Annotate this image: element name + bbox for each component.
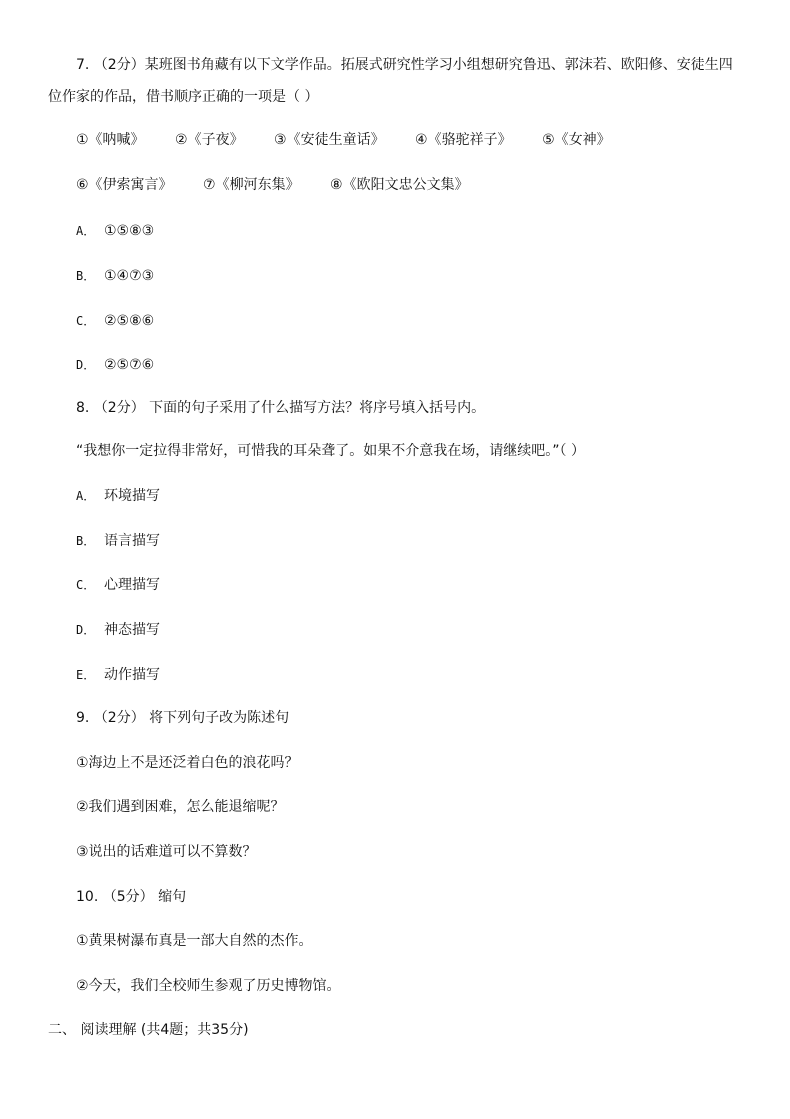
option-letter: D． xyxy=(76,623,96,637)
q8-option-b[interactable] xyxy=(76,531,160,551)
q7-option-d[interactable] xyxy=(76,355,154,375)
q7-book-list-row2 xyxy=(76,175,469,195)
q7-book-7: ⑦《柳河东集》 xyxy=(203,177,300,193)
q7-stem-line2: 位作家的作品，借书顺序正确的一项是（ ） xyxy=(48,89,319,105)
q10-stem: 10. （5分） 缩句 xyxy=(76,889,187,905)
q9-item-3: ③说出的话难道可以不算数？ xyxy=(76,844,257,860)
q7-option-b[interactable] xyxy=(76,266,154,286)
option-letter: C． xyxy=(76,314,96,328)
option-text: ②⑤⑦⑥ xyxy=(104,357,155,373)
option-text: 心理描写 xyxy=(104,577,160,593)
section-heading-reading: 二、 阅读理解 (共4题；共35分) xyxy=(48,1022,249,1038)
q7-option-c[interactable] xyxy=(76,311,154,331)
q8-option-a[interactable] xyxy=(76,486,160,506)
option-letter: D． xyxy=(76,358,96,372)
q9-item-1: ①海边上不是还泛着白色的浪花吗？ xyxy=(76,755,299,771)
option-text: 神态描写 xyxy=(104,622,160,638)
option-text: 语言描写 xyxy=(104,533,160,549)
q7-book-3: ③《安徒生童话》 xyxy=(274,132,385,148)
option-letter: B． xyxy=(76,269,96,283)
option-letter: B． xyxy=(76,534,96,548)
option-letter: A． xyxy=(76,489,96,503)
q7-book-1: ①《呐喊》 xyxy=(76,132,145,148)
option-text: ①⑤⑧③ xyxy=(104,223,155,239)
option-text: 环境描写 xyxy=(104,488,160,504)
q8-option-e[interactable] xyxy=(76,665,160,685)
q7-book-4: ④《骆驼祥子》 xyxy=(415,132,512,148)
q10-item-2: ②今天，我们全校师生参观了历史博物馆。 xyxy=(76,978,341,994)
option-text: ①④⑦③ xyxy=(104,268,155,284)
q7-book-8: ⑧《欧阳文忠公文集》 xyxy=(330,177,469,193)
q8-option-c[interactable] xyxy=(76,575,160,595)
q7-stem-line1: 7. （2分）某班图书角藏有以下文学作品。拓展式研究性学习小组想研究鲁迅、郭沫若、欧阳修、安徒生四 xyxy=(76,57,733,73)
q7-book-5: ⑤《女神》 xyxy=(542,132,611,148)
option-text: ②⑤⑧⑥ xyxy=(104,313,155,329)
q9-item-2: ②我们遇到困难，怎么能退缩呢？ xyxy=(76,799,285,815)
q9-stem: 9. （2分） 将下列句子改为陈述句 xyxy=(76,710,290,726)
q8-quote: “我想你一定拉得非常好，可惜我的耳朵聋了。如果不介意我在场，请继续吧。”（ ） xyxy=(76,443,585,459)
q8-option-d[interactable] xyxy=(76,620,160,640)
option-letter: C． xyxy=(76,578,96,592)
q7-book-list-row1 xyxy=(76,130,611,150)
q7-option-a[interactable] xyxy=(76,221,154,241)
option-letter: A． xyxy=(76,224,96,238)
option-letter: E． xyxy=(76,668,96,682)
q7-book-6: ⑥《伊索寓言》 xyxy=(76,177,173,193)
option-text: 动作描写 xyxy=(104,667,160,683)
q8-stem: 8. （2分） 下面的句子采用了什么描写方法？将序号填入括号内。 xyxy=(76,400,486,416)
q10-item-1: ①黄果树瀑布真是一部大自然的杰作。 xyxy=(76,933,313,949)
q7-book-2: ②《子夜》 xyxy=(175,132,244,148)
